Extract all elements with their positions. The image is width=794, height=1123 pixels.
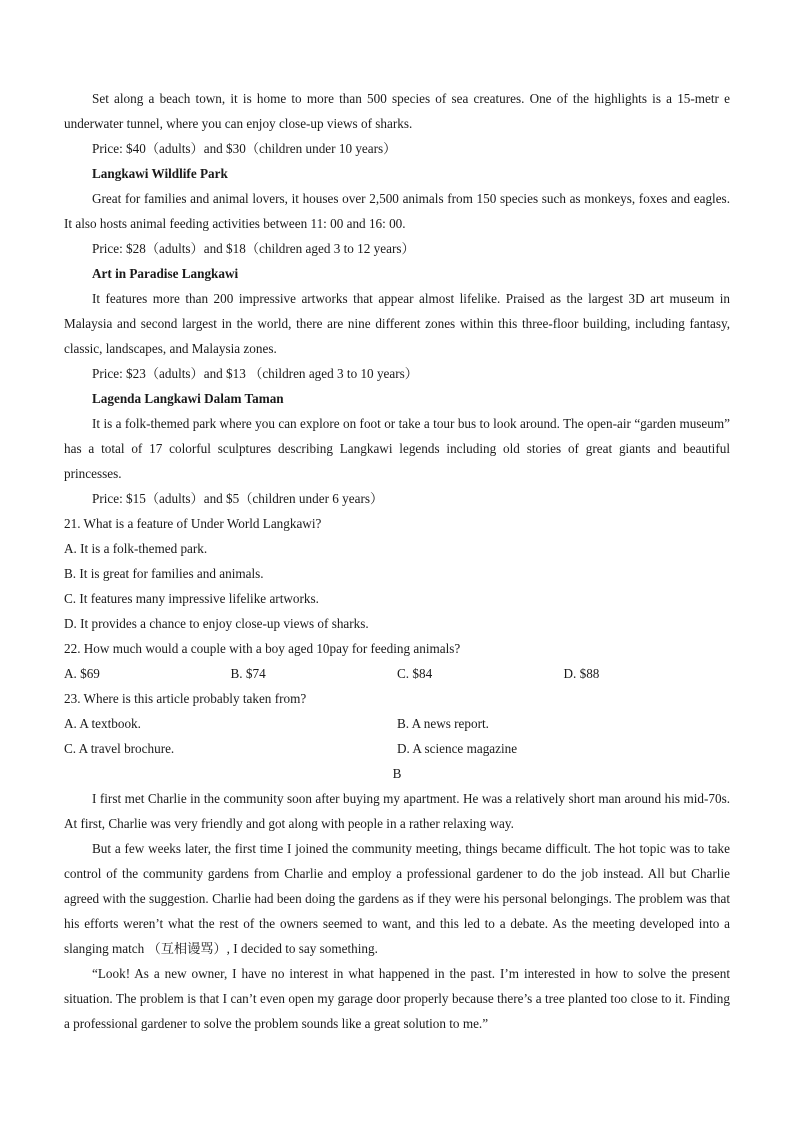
description-wildlife-park: Great for families and animal lovers, it houses over 2,500 animals from 150 species such as monkeys, foxes and eagles. It also hosts animal feeding activities between 11: 00 and 16: 00.: [64, 191, 730, 231]
question-23: 23. Where is this article probably taken from?: [64, 691, 307, 706]
question-22-option-d: D. $88: [563, 666, 600, 681]
question-22-options: [64, 661, 730, 686]
heading-lagenda-langkawi: Lagenda Langkawi Dalam Taman: [92, 391, 284, 406]
heading-art-in-paradise: Art in Paradise Langkawi: [92, 266, 239, 281]
price-under-world: Price: $40（adults）and $30（children under 10 years）: [92, 141, 397, 156]
price-wildlife-park: Price: $28（adults）and $18（children aged 3 to 12 years）: [92, 241, 415, 256]
passage-b-paragraph-1: I first met Charlie in the community soon after buying my apartment. He was a relatively short man around his mid-70s. At first, Charlie was very friendly and got along with people in a rather relaxing way.: [64, 791, 730, 831]
document-page: [64, 86, 730, 1036]
question-23-options-row-2: [64, 736, 730, 761]
section-label-b: B: [392, 766, 402, 781]
price-art-in-paradise: Price: $23（adults）and $13 （children aged 3 to 10 years）: [92, 366, 418, 381]
question-23-option-b: B. A news report.: [397, 716, 489, 731]
question-21: 21. What is a feature of Under World Langkawi?: [64, 516, 322, 531]
description-art-in-paradise: It features more than 200 impressive artworks that appear almost lifelike. Praised as the largest 3D art museum in Malaysia and second largest in the world, there are nine different zones within this three-floor building, including fantasy, classic, landscapes, and Malaysia zones.: [64, 291, 730, 356]
question-22-option-c: C. $84: [397, 666, 433, 681]
question-21-option-b: B. It is great for families and animals.: [64, 566, 264, 581]
question-21-option-a: A. It is a folk-themed park.: [64, 541, 208, 556]
question-22-option-a: A. $69: [64, 666, 100, 681]
question-23-option-c: C. A travel brochure.: [64, 741, 175, 756]
price-lagenda-langkawi: Price: $15（adults）and $5（children under 6 years）: [92, 491, 384, 506]
question-23-option-a: A. A textbook.: [64, 716, 141, 731]
question-23-option-d: D. A science magazine: [397, 741, 518, 756]
question-21-option-d: D. It provides a chance to enjoy close-up views of sharks.: [64, 616, 369, 631]
passage-b-paragraph-2: But a few weeks later, the first time I joined the community meeting, things became difficult. The hot topic was to take control of the community gardens from Charlie and employ a professional gardener to do the job instead. All but Charlie agreed with the suggestion. Charlie had been doing the gardens as if they were his personal belongings. The problem was that his efforts weren’t what the rest of the owners seemed to want, and this led to a debate. As the meeting developed into a slanging match （互相谩骂）, I decided to say something.: [64, 841, 730, 956]
question-23-options-row-1: [64, 711, 730, 736]
description-lagenda-langkawi: It is a folk-themed park where you can explore on foot or take a tour bus to look around. The open-air “garden museum” has a total of 17 colorful sculptures describing Langkawi legends including old stories of great giants and beautiful princesses.: [64, 416, 730, 481]
question-21-option-c: C. It features many impressive lifelike artworks.: [64, 591, 319, 606]
passage-b-paragraph-3: “Look! As a new owner, I have no interest in what happened in the past. I’m interested in how to solve the present situation. The problem is that I can’t even open my garage door properly because there’s a tree planted too close to it. Finding a professional gardener to solve the problem sounds like a great solution to me.”: [64, 966, 730, 1031]
passage-a-intro: Set along a beach town, it is home to more than 500 species of sea creatures. One of the highlights is a 15-metr e underwater tunnel, where you can enjoy close-up views of sharks.: [64, 91, 730, 131]
question-22: 22. How much would a couple with a boy aged 10pay for feeding animals?: [64, 641, 461, 656]
heading-wildlife-park: Langkawi Wildlife Park: [92, 166, 228, 181]
question-22-option-b: B. $74: [230, 666, 266, 681]
